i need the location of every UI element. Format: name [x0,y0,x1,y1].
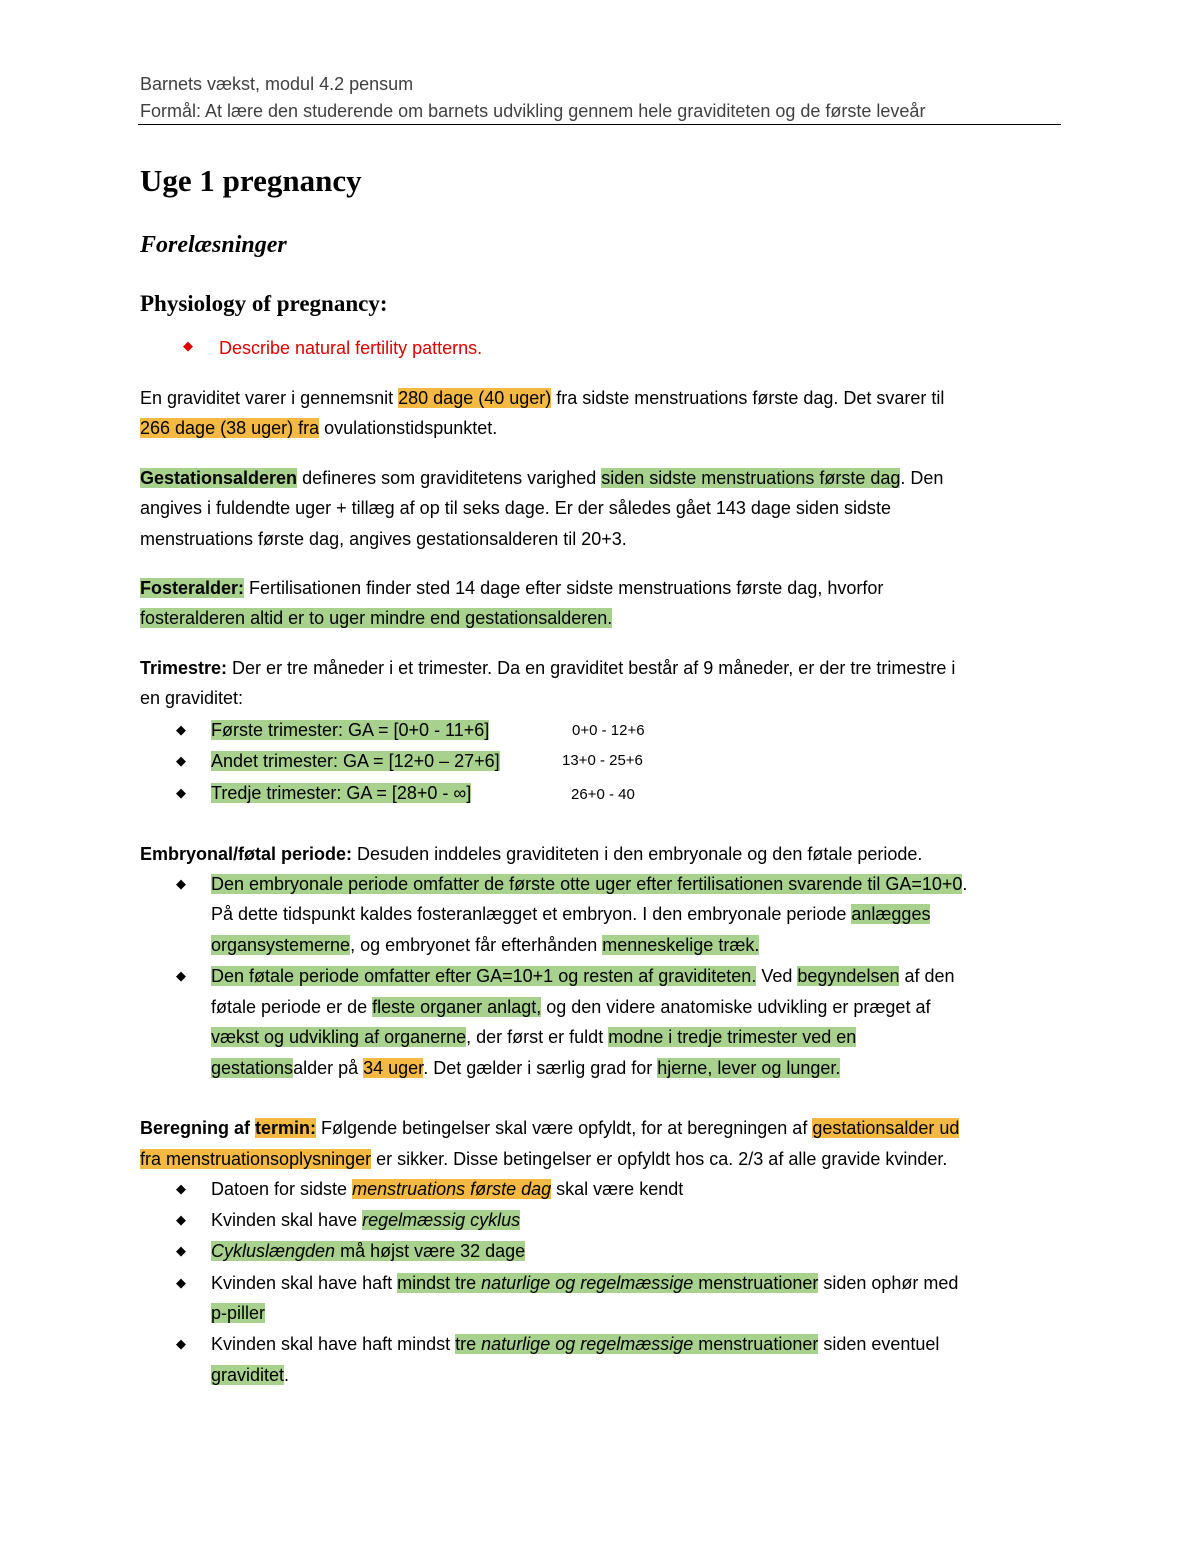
bullet-icon: ◆ [176,1181,186,1196]
bullet-icon: ◆ [176,785,186,800]
fetal-item: Den føtale periode omfatter efter GA=10+1 og resten af graviditeten. Ved begyndelsen af den [211,966,955,986]
bullet-icon: ◆ [176,1275,186,1290]
paragraph-trimesters-2: en graviditet: [140,688,244,708]
paragraph-duration: En graviditet varer i gennemsnit 280 dage (40 uger) fra sidste menstruations første dag. Det svarer til [140,388,945,408]
embryonal-item: Den embryonale periode omfatter de første otte uger efter fertilisationen svarende til GA=10+0. [211,874,968,894]
condition-item: Cykluslængden må højst være 32 dage [211,1241,526,1261]
paragraph-duration-2: 266 dage (38 uger) fra ovulationstidspunktet. [140,418,498,438]
bullet-icon: ◆ [176,753,186,768]
condition-item: Kvinden skal have haft mindst tre naturlige og regelmæssige menstruationer siden ophør med [211,1273,959,1293]
paragraph-gestation-2: angives i fuldendte uger + tillæg af op til seks dage. Er der således gået 143 dage siden sidste [140,498,891,518]
trimester-alt: 13+0 - 25+6 [562,752,643,769]
paragraph-trimesters: Trimestre: Der er tre måneder i et trimester. Da en graviditet består af 9 måneder, er der tre trimestre i [140,658,956,678]
paragraph-fetal-age: Fosteralder: Fertilisationen finder sted 14 dage efter sidste menstruations første dag, hvorfor [140,578,884,598]
header-line-2: Formål: At lære den studerende om barnets udvikling gennem hele graviditeten og de første leveår [140,101,926,121]
bullet-icon: ◆ [176,1336,186,1351]
trimester-item: Tredje trimester: GA = [28+0 - ∞] [211,783,472,803]
objective-text: Describe natural fertility patterns. [219,338,483,358]
header-line-1: Barnets vækst, modul 4.2 pensum [140,74,414,94]
bullet-icon: ◆ [176,722,186,737]
condition-item-2: p-piller [211,1303,266,1323]
condition-item-2: graviditet. [211,1365,290,1385]
bullet-icon: ◆ [176,1212,186,1227]
fetal-item-3: vækst og udvikling af organerne, der først er fuldt modne i tredje trimester ved en [211,1027,857,1047]
page-title: Uge 1 pregnancy [140,163,362,198]
bullet-icon: ◆ [176,876,186,891]
paragraph-periods: Embryonal/føtal periode: Desuden inddeles graviditeten i den embryonale og den føtale periode. [140,844,923,864]
fetal-item-2: føtale periode er de fleste organer anlagt, og den videre anatomiske udvikling er præget af [211,997,931,1017]
paragraph-term-2: fra menstruationsoplysninger er sikker. Disse betingelser er opfyldt hos ca. 2/3 af alle gravide kvinder. [140,1149,948,1169]
trimester-alt: 26+0 - 40 [571,786,635,803]
trimester-alt: 0+0 - 12+6 [572,722,645,739]
embryonal-item-3: organsystemerne, og embryonet får efterhånden menneskelige træk. [211,935,760,955]
bullet-icon: ◆ [183,338,193,353]
bullet-icon: ◆ [176,968,186,983]
paragraph-gestation: Gestationsalderen defineres som graviditetens varighed siden sidste menstruations første dag. Den [140,468,944,488]
paragraph-gestation-3: menstruations første dag, angives gestationsalderen til 20+3. [140,529,627,549]
subtitle: Forelæsninger [140,232,287,258]
section-heading: Physiology of pregnancy: [140,291,388,316]
fetal-item-4: gestationsalder på 34 uger. Det gælder i særlig grad for hjerne, lever og lunger. [211,1058,841,1078]
condition-item: Datoen for sidste menstruations første dag skal være kendt [211,1179,684,1199]
paragraph-term: Beregning af termin: Følgende betingelser skal være opfyldt, for at beregningen af gestationsalder ud [140,1118,960,1138]
condition-item: Kvinden skal have haft mindst tre naturlige og regelmæssige menstruationer siden eventuel [211,1334,940,1354]
bullet-icon: ◆ [176,1243,186,1258]
header-divider [138,124,1061,125]
trimester-item: Andet trimester: GA = [12+0 – 27+6] [211,751,500,771]
condition-item: Kvinden skal have regelmæssig cyklus [211,1210,521,1230]
trimester-item: Første trimester: GA = [0+0 - 11+6] [211,720,490,740]
embryonal-item-2: På dette tidspunkt kaldes fosteranlægget et embryon. I den embryonale periode anlægges [211,904,931,924]
paragraph-fetal-age-2: fosteralderen altid er to uger mindre end gestationsalderen. [140,608,613,628]
